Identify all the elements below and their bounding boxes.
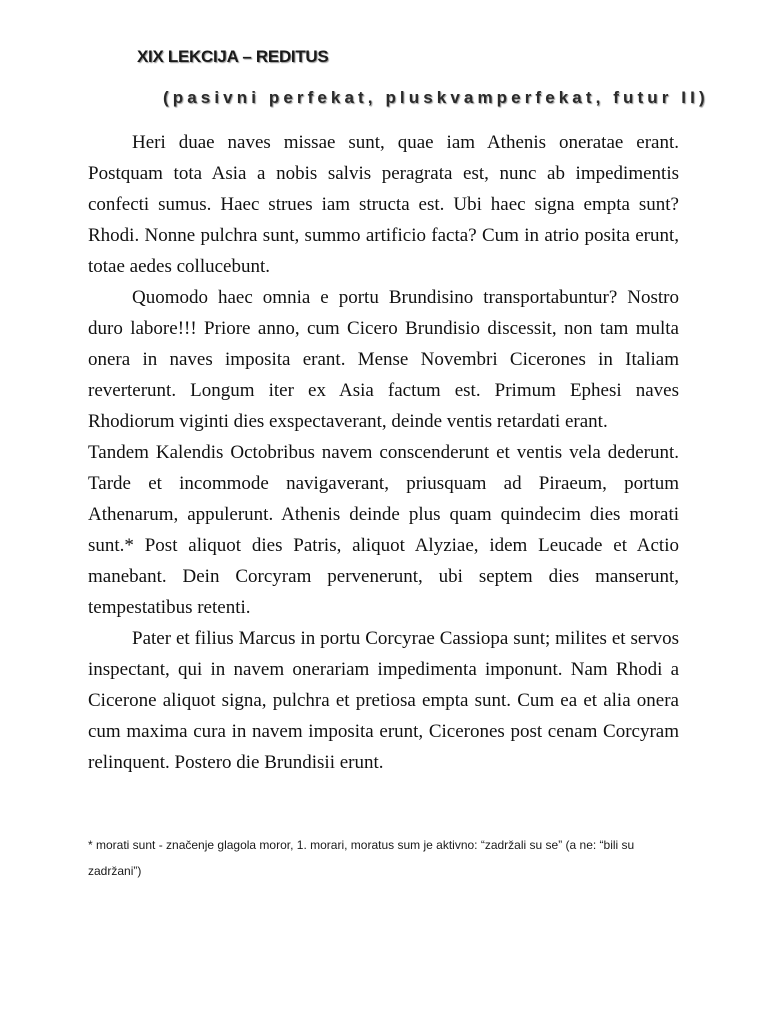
lesson-text bbox=[88, 127, 679, 778]
lesson-title: XIX LEKCIJA – REDITUS bbox=[137, 47, 329, 66]
paragraph-4: Pater et filius Marcus in portu Corcyrae Cassiopa sunt; milites et servos inspectant, qui in navem onerariam impedimenta imponunt. Nam Rhodi a Cicerone aliquot signa, pulchra et pretiosa empta sunt. Cum ea et alia onera cum maxima cura in navem imposita erunt, Cicerones post cenam Corcyram relinquent. Postero die Brundisii erunt. bbox=[88, 628, 679, 773]
paragraph-1: Heri duae naves missae sunt, quae iam Athenis oneratae erant. Postquam tota Asia a nobis salvis peragrata est, nunc ab impedimentis confecti sumus. Haec strues iam structa est. Ubi haec signa empta sunt? Rhodi. Nonne pulchra sunt, summo artificio facta? Cum in atrio posita erunt, totae aedes collucebunt. bbox=[88, 132, 679, 277]
paragraph-2: Quomodo haec omnia e portu Brundisino transportabuntur? Nostro duro labore!!! Priore anno, cum Cicero Brundisio discessit, non tam multa onera in naves imposita erant. Mense Novembri Cicerones in Italiam reverterunt. Longum iter ex Asia factum est. Primum Ephesi naves Rhodiorum viginti dies exspectaverant, deinde ventis retardati erant. bbox=[88, 287, 679, 432]
lesson-subtitle: (pasivni perfekat, pluskvamperfekat, futur II) bbox=[163, 88, 709, 107]
paragraph-3: Tandem Kalendis Octobribus navem conscenderunt et ventis vela dederunt. Tarde et incommode navigaverant, priusquam ad Piraeum, portum Athenarum, appulerunt. Athenis deinde plus quam quindecim dies morati sunt.* Post aliquot dies Patris, aliquot Alyziae, idem Leucade et Actio manebant. Dein Corcyram pervenerunt, ubi septem dies manserunt, tempestatibus retenti. bbox=[88, 442, 679, 618]
footnote: * morati sunt - značenje glagola moror, 1. morari, moratus sum je aktivno: “zadržali su se” (a ne: “bili su zadržani”) bbox=[88, 838, 635, 878]
